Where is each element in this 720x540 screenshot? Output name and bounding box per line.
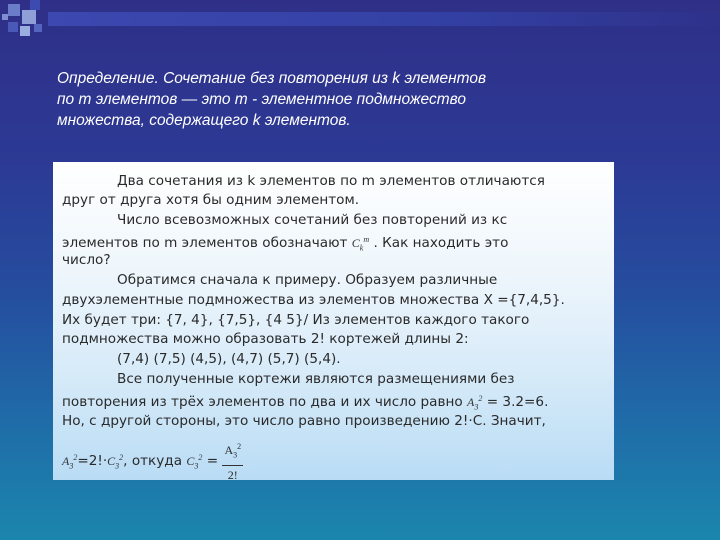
- deco-square: [30, 0, 40, 10]
- formula-a-32: $A_3^2$: [467, 394, 483, 412]
- panel-text: элементов по m элементов обозначают: [62, 235, 348, 251]
- formula-a-32: $A_3^2$: [62, 453, 78, 471]
- panel-text: . Как находить это: [373, 235, 509, 251]
- deco-square: [8, 4, 20, 16]
- panel-line: подмножества можно образовать 2! кортежей длины 2:: [62, 331, 469, 347]
- panel-line: число?: [62, 252, 111, 268]
- content-panel: [53, 162, 614, 480]
- panel-text: =: [206, 453, 219, 470]
- title-bar-stripe: [48, 12, 720, 26]
- formula-c-32: $C_3^2$: [107, 453, 124, 471]
- deco-square: [22, 10, 36, 24]
- panel-text: = 3.2=6.: [486, 394, 549, 410]
- deco-square: [8, 22, 18, 32]
- panel-line: (7,4) (7,5) (4,5), (4,7) (5,7) (5,4).: [117, 351, 341, 367]
- panel-line: друг от друга хотя бы одним элементом.: [62, 192, 360, 208]
- panel-line: Их будет три: {7, 4}, {7,5}, {4 5}/ Из элементов каждого такого: [62, 312, 530, 328]
- formula-c-km: $C_k^m$: [351, 235, 370, 253]
- panel-line: Число всевозможных сочетаний без повторений из кс: [117, 212, 508, 228]
- deco-square: [34, 24, 42, 32]
- panel-text: , откуда: [123, 453, 183, 470]
- formula-c-32: $C_3^2$: [186, 453, 203, 471]
- fraction-formula: $\frac{A_3^2}{2!}$: [222, 438, 243, 484]
- deco-square: [2, 14, 8, 20]
- panel-line: Два сочетания из k элементов по m элементов отличаются: [117, 173, 545, 189]
- definition-line: по m элементов — это m - элементное подмножество: [57, 91, 466, 108]
- definition-line: множества, содержащего k элементов.: [57, 112, 351, 129]
- definition-line: Определение. Сочетание без повторения из k элементов: [57, 70, 487, 87]
- panel-line: Все полученные кортежи являются размещениями без: [117, 371, 515, 387]
- panel-line: Но, с другой стороны, это число равно произведению 2!·C. Значит,: [62, 413, 546, 429]
- panel-line: Обратимся сначала к примеру. Образуем различные: [117, 272, 498, 288]
- panel-line: двухэлементные подмножества из элементов множества X ={7,4,5}.: [62, 292, 565, 308]
- definition-text: [57, 68, 697, 131]
- panel-text: =2!·: [77, 453, 108, 470]
- panel-text: повторения из трёх элементов по два и их число равно: [62, 394, 463, 410]
- decorative-squares: [0, 0, 720, 50]
- panel-line-with-formula: [62, 231, 508, 258]
- panel-line-with-formula: [62, 438, 243, 484]
- deco-square: [20, 26, 30, 36]
